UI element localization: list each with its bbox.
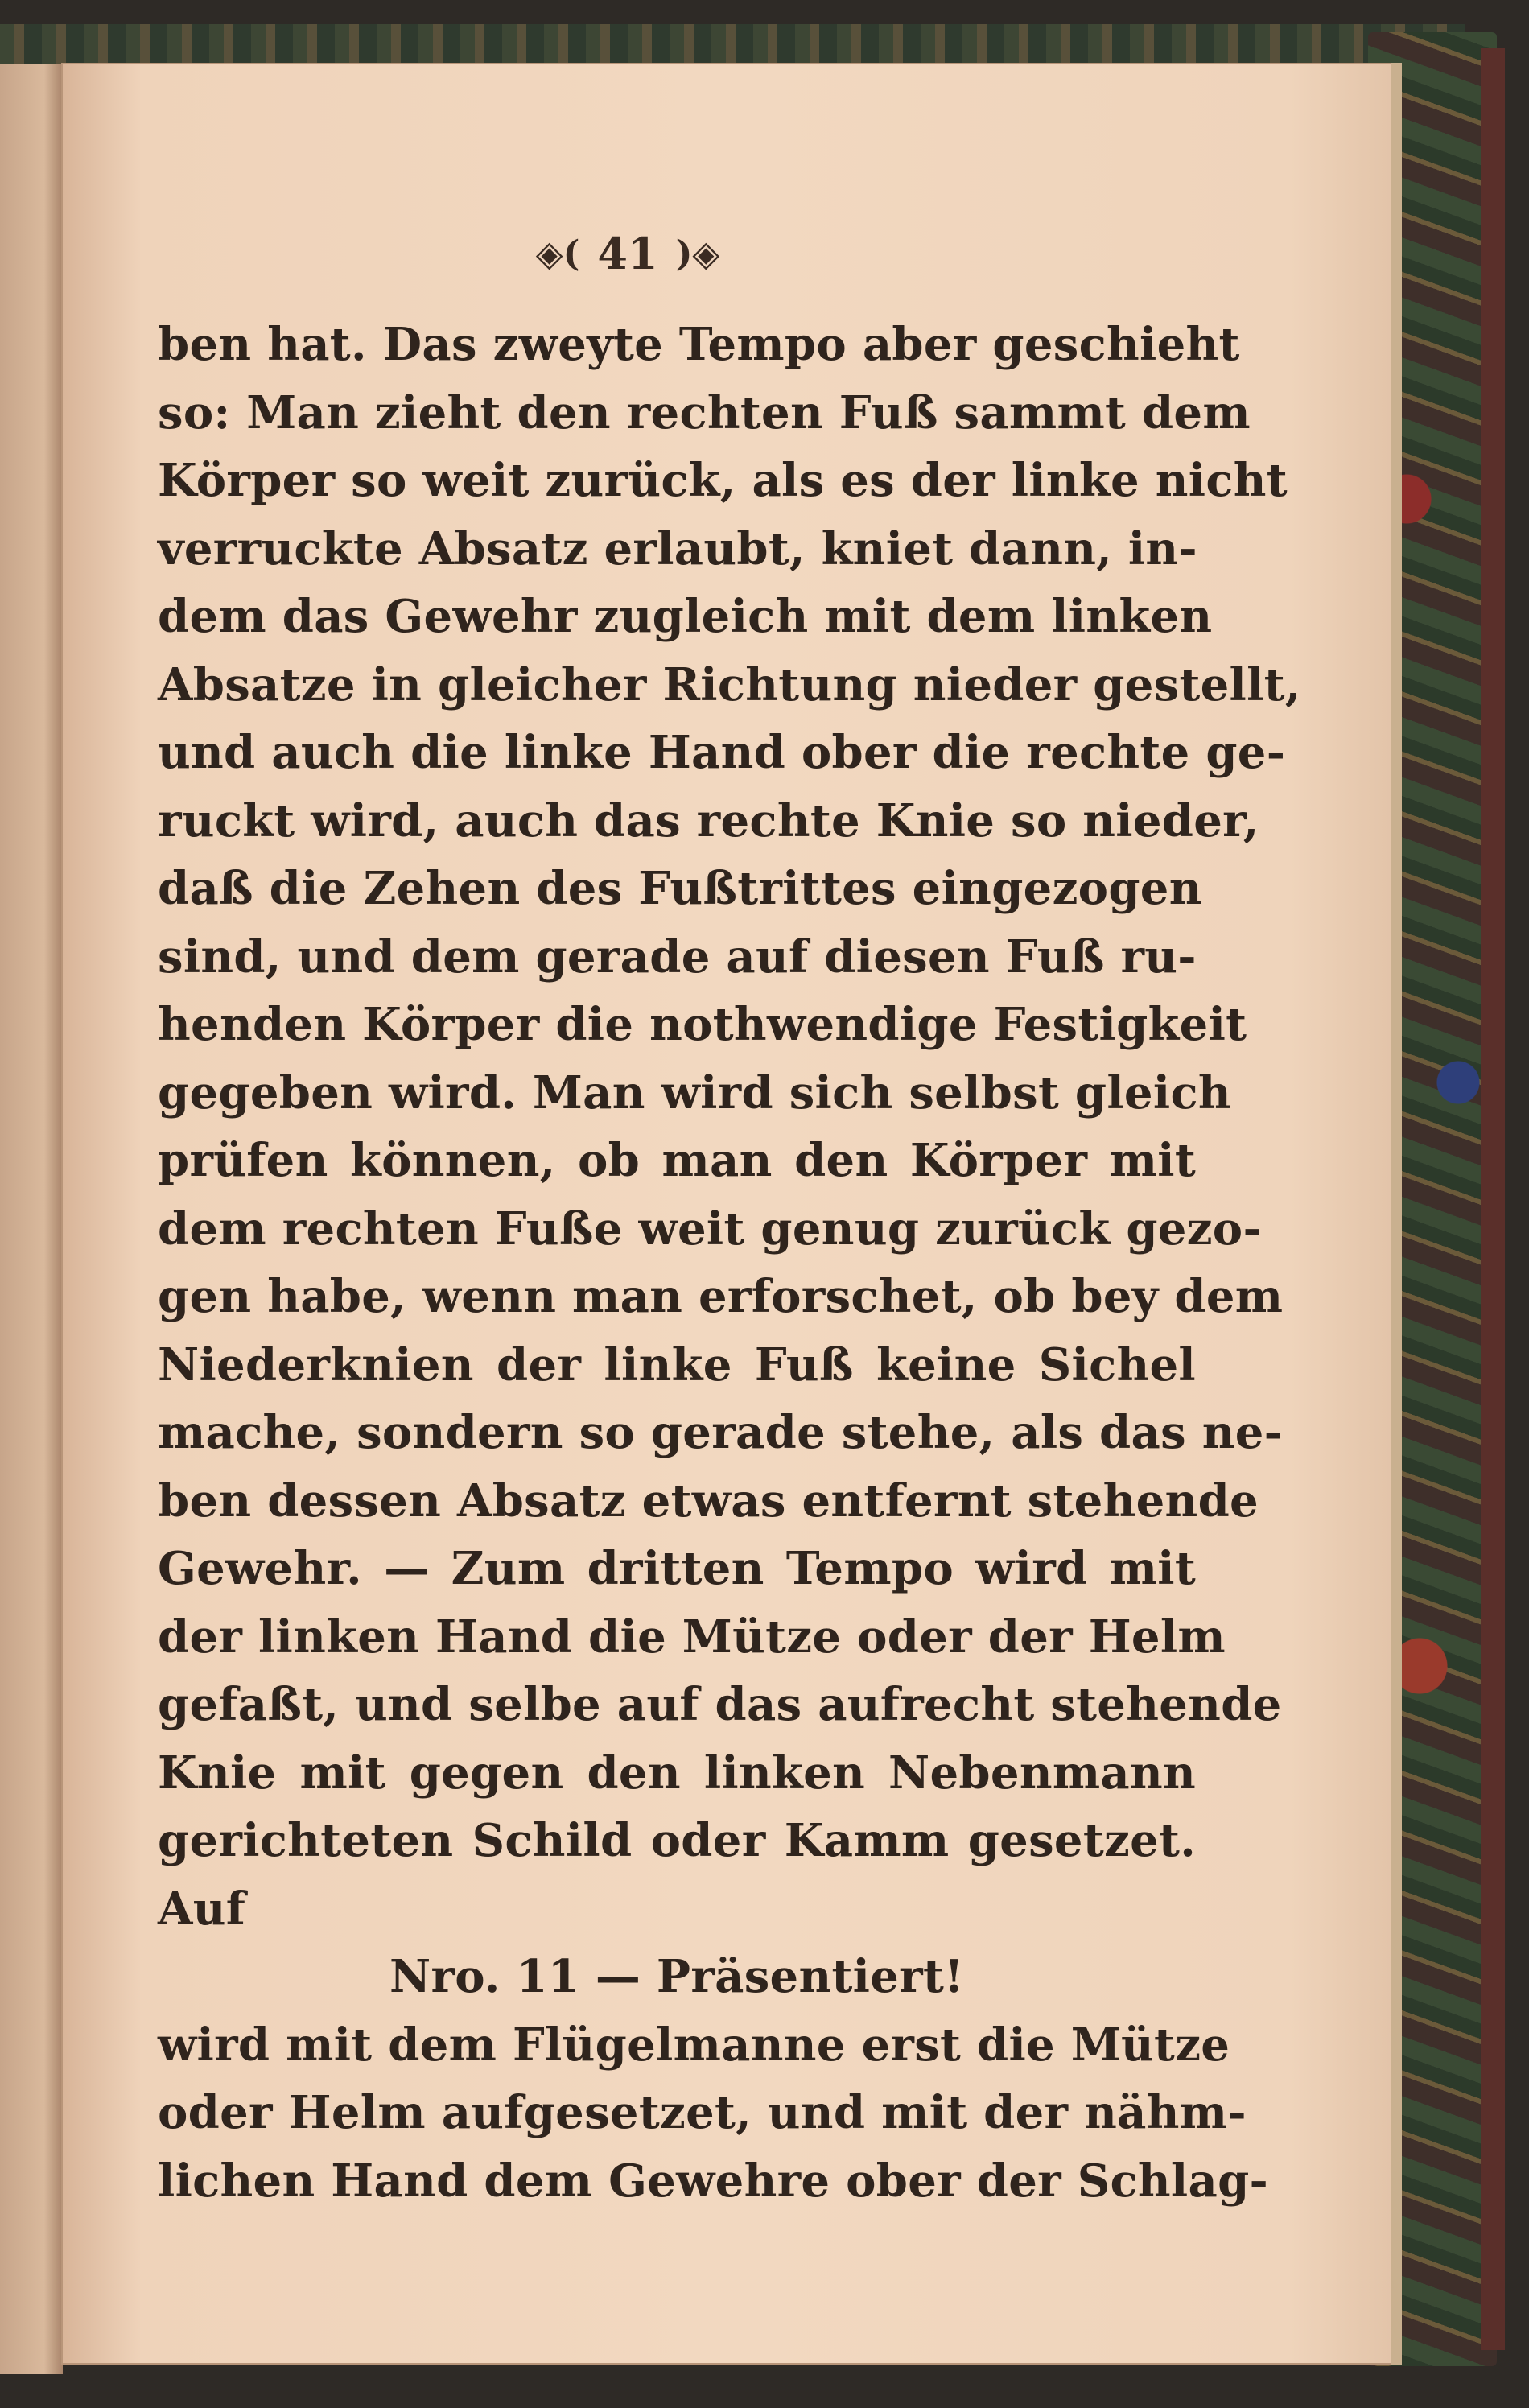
cover-edge bbox=[1481, 48, 1505, 2350]
text-line: der linken Hand die Mütze oder der Helm bbox=[158, 1610, 1226, 1664]
text-line: daß die Zehen des Fußtrittes eingezogen bbox=[158, 862, 1202, 915]
text-line: gen habe, wenn man erforschet, ob bey dem bbox=[158, 1270, 1284, 1323]
gutter-page bbox=[0, 64, 63, 2374]
text-line: oder Helm aufgesetzet, und mit der nähm- bbox=[158, 2086, 1247, 2139]
page-edge bbox=[1391, 63, 1402, 2365]
text-line: henden Körper die nothwendige Festigkeit bbox=[158, 998, 1247, 1051]
text-line: dem das Gewehr zugleich mit dem linken bbox=[158, 590, 1213, 643]
text-line: und auch die linke Hand ober die rechte ge- bbox=[158, 726, 1286, 779]
text-line: Auf bbox=[158, 1882, 246, 1936]
text-line: prüfen können, ob man den Körper mit bbox=[158, 1134, 1196, 1187]
text-line: ben dessen Absatz etwas entfernt stehende bbox=[158, 1474, 1259, 1528]
text-line: dem rechten Fuße weit genug zurück gezo- bbox=[158, 1202, 1262, 1256]
text-line: Körper so weit zurück, als es der linke nicht bbox=[158, 454, 1288, 507]
page-number: 41 bbox=[597, 228, 658, 279]
text-line: gefaßt, und selbe auf das aufrecht stehende bbox=[158, 1678, 1282, 1731]
page-body bbox=[158, 311, 1301, 2215]
ornament-right-icon: )◈ bbox=[675, 233, 720, 274]
text-line: so: Man zieht den rechten Fuß sammt dem bbox=[158, 386, 1251, 439]
text-line: verruckte Absatz erlaubt, kniet dann, in- bbox=[158, 522, 1197, 575]
page-header bbox=[0, 225, 1529, 282]
text-line: ruckt wird, auch das rechte Knie so nieder, bbox=[158, 794, 1259, 847]
text-line: wird mit dem Flügelmanne erst die Mütze bbox=[158, 2018, 1230, 2072]
text-line: mache, sondern so gerade stehe, als das ne- bbox=[158, 1406, 1284, 1459]
text-line: lichen Hand dem Gewehre ober der Schlag- bbox=[158, 2154, 1269, 2208]
text-line: gegeben wird. Man wird sich selbst gleich bbox=[158, 1066, 1231, 1119]
text-line: Gewehr. — Zum dritten Tempo wird mit bbox=[158, 1542, 1196, 1595]
section-heading: Nro. 11 — Präsentiert! bbox=[389, 1950, 965, 2003]
ornament-left-icon: ◈( bbox=[535, 233, 580, 274]
text-line: Knie mit gegen den linken Nebenmann bbox=[158, 1746, 1196, 1800]
text-line: ben hat. Das zweyte Tempo aber geschieht bbox=[158, 318, 1240, 371]
text-line: Niederknien der linke Fuß keine Sichel bbox=[158, 1338, 1196, 1392]
text-line: sind, und dem gerade auf diesen Fuß ru- bbox=[158, 930, 1197, 983]
text-line: Absatze in gleicher Richtung nieder gestellt, bbox=[158, 658, 1301, 711]
text-line: gerichteten Schild oder Kamm gesetzet. bbox=[158, 1814, 1196, 1867]
